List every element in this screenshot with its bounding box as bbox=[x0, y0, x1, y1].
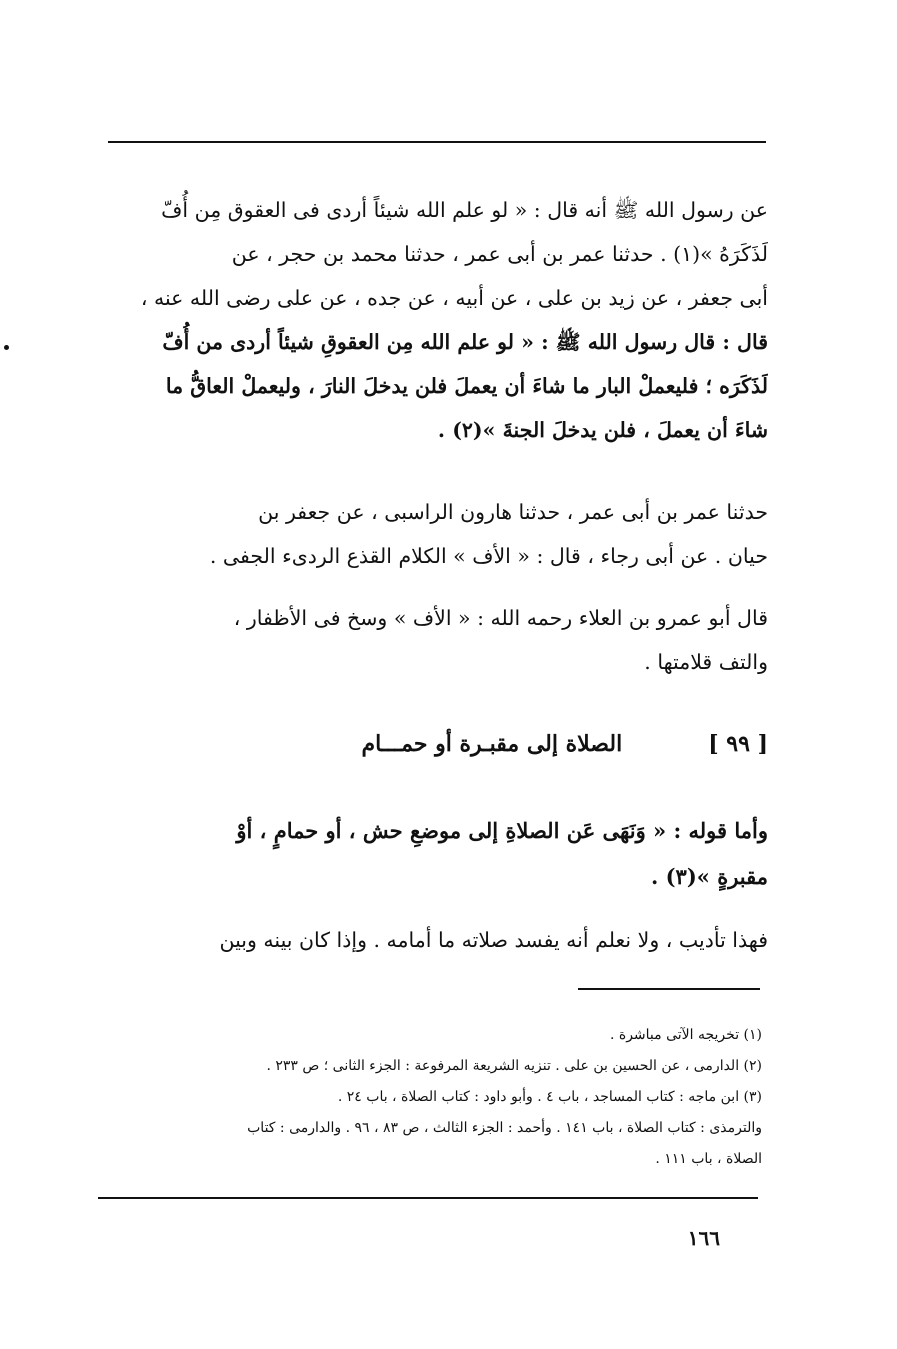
text-line: أبى جعفر ، عن زيد بن على ، عن أبيه ، عن جده ، عن على رضى الله عنه ، bbox=[140, 286, 768, 310]
text-line: والتف قلامتها . bbox=[644, 650, 768, 674]
footnote-separator bbox=[578, 988, 760, 990]
section-heading bbox=[280, 718, 768, 770]
text-line: فهذا تأديب ، ولا نعلم أنه يفسد صلاته ما أمامه . وإذا كان بينه وبين bbox=[219, 928, 768, 952]
footnote-line: (٢) الدارمى ، عن الحسين بن على . تنزيه الشريعة المرفوعة : الجزء الثانى ؛ ص ٢٣٣ . bbox=[266, 1058, 762, 1074]
text-line: حدثنا عمر بن أبى عمر ، حدثنا هارون الراسبى ، عن جعفر بن bbox=[258, 500, 768, 524]
footnote-line: الصلاة ، باب ١١١ . bbox=[655, 1151, 762, 1167]
text-line: وأما قوله : « وَنَهَى عَن الصلاةِ إلى موضعِ حش ، أو حمامٍ ، أوْ bbox=[236, 818, 768, 843]
section-title: الصلاة إلى مقبـرة أو حمـــام bbox=[361, 731, 623, 757]
bottom-rule bbox=[98, 1197, 758, 1199]
text-line: عن رسول الله ﷺ أنه قال : « لو علم الله شيئاً أردى فى العقوق مِن أُفّ bbox=[161, 198, 768, 222]
text-line: لَذَكَرَهُ »(١) . حدثنا عمر بن أبى عمر ، حدثنا محمد بن حجر ، عن bbox=[231, 242, 768, 266]
margin-mark bbox=[4, 345, 9, 350]
section-number: [ ٩٩ ] bbox=[708, 731, 768, 757]
page-number: ١٦٦ bbox=[687, 1226, 720, 1250]
text-line: مقبرةٍ »(٣) . bbox=[650, 864, 768, 889]
footnote-line: والترمذى : كتاب الصلاة ، باب ١٤١ . وأحمد : الجزء الثالث ، ص ٨٣ ، ٩٦ . والدارمى : كتاب bbox=[247, 1120, 762, 1136]
paragraph-quote bbox=[104, 808, 768, 900]
paragraph-hadith bbox=[104, 188, 768, 452]
text-line: قال : قال رسول الله ﷺ : « لو علم الله مِن العقوقِ شيئاً أردى من أُفّ bbox=[162, 330, 768, 354]
text-line: قال أبو عمرو بن العلاء رحمه الله : « الأف » وسخ فى الأظفار ، bbox=[233, 606, 768, 630]
paragraph-abu-amr bbox=[104, 596, 768, 684]
footnote-line: (٣) ابن ماجه : كتاب المساجد ، باب ٤ . وأبو داود : كتاب الصلاة ، باب ٢٤ . bbox=[337, 1089, 762, 1105]
text-line: حيان . عن أبى رجاء ، قال : « الأف » الكلام القذع الردىء الجفى . bbox=[209, 544, 768, 568]
top-rule bbox=[108, 141, 766, 143]
footnotes bbox=[98, 1020, 762, 1175]
text-line: لَذَكَرَه ؛ فليعملْ البار ما شاءَ أن يعملَ فلن يدخلَ النارَ ، وليعملْ العاقُّ ما bbox=[165, 374, 768, 398]
paragraph-raja bbox=[104, 490, 768, 578]
footnote-line: (١) تخريجه الآتى مباشرة . bbox=[609, 1027, 762, 1043]
text-line: شاءَ أن يعملَ ، فلن يدخلَ الجنةَ »(٢) . bbox=[437, 418, 768, 442]
paragraph-commentary bbox=[104, 918, 768, 962]
